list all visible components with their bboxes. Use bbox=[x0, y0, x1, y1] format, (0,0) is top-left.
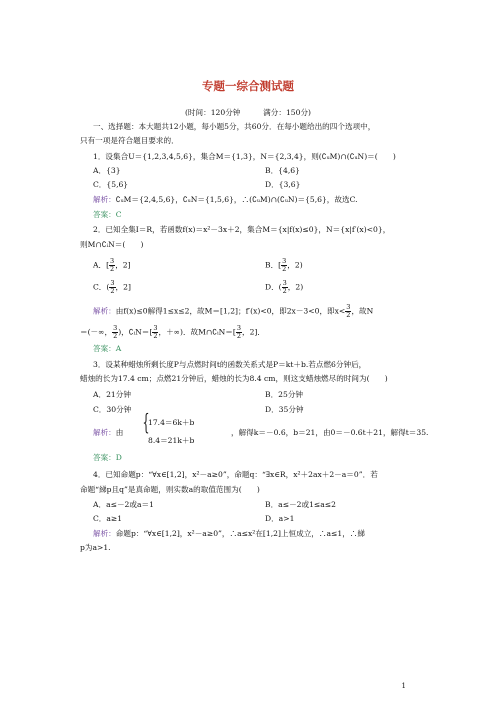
q2-explanation-text: ＝(－∞， bbox=[80, 327, 113, 337]
q1-option-c: C．{5,6} bbox=[93, 180, 129, 189]
fraction-numerator: 3 bbox=[113, 324, 118, 332]
q2-explanation-text: 由f(x)≤0解得1≤x≤2，故M＝[1,2]；f′(x)<0，即2x－3<0，即x< bbox=[115, 306, 346, 316]
q1-answer: 答案：C bbox=[93, 210, 122, 219]
fraction-denominator: 2 bbox=[282, 287, 287, 295]
q2-explanation-line1 bbox=[93, 304, 373, 319]
fraction bbox=[236, 325, 242, 340]
q2-option-c bbox=[93, 280, 131, 295]
fraction bbox=[282, 280, 288, 295]
q2-stem-line2: 则M∩∁ᵢN＝( ) bbox=[80, 240, 144, 249]
q2-explanation-label: 解析： bbox=[93, 306, 116, 316]
fraction-denominator: 2 bbox=[110, 265, 115, 273]
q4-explanation-line1 bbox=[93, 529, 365, 539]
fraction bbox=[112, 325, 118, 340]
q1-explanation-text: ∁ᵤM＝{2,4,5,6}，∁ᵤN＝{1,5,6}，∴(∁ᵤM)∩(∁ᵤN)＝{5,6}，故选C. bbox=[115, 195, 358, 204]
q3-equation-1: 17.4＝6k＋b bbox=[148, 418, 195, 427]
q2-option-b-prefix: B．[ bbox=[265, 260, 282, 270]
fraction bbox=[152, 325, 158, 340]
q2-option-c-prefix: C．( bbox=[93, 282, 110, 292]
q1-explanation-label: 解析： bbox=[93, 195, 116, 204]
q4-stem-line1: 4．已知命题p：“∀x∈[1,2]，x²－a≥0”，命题q：“∃x∈R，x²＋2ax＋2－a＝0”．若 bbox=[93, 470, 378, 479]
q3-equation-2: 8.4＝21k＋b bbox=[148, 436, 195, 445]
fraction bbox=[281, 258, 287, 273]
q2-stem-line1: 2．已知全集I＝R，若函数f(x)＝x²－3x＋2，集合M＝{x|f(x)≤0}，N＝{x|f′(x)<0}， bbox=[93, 225, 391, 234]
page-title: 专题一综合测试题 bbox=[202, 79, 294, 93]
q3-option-d: D．35分钟 bbox=[265, 405, 304, 414]
fraction bbox=[109, 280, 115, 295]
q2-option-b-suffix: ，2) bbox=[287, 260, 303, 270]
q3-stem-line1: 3．设某种蜡烛所剩长度P与点燃时间t的函数关系式是P＝kt＋b.若点燃6分钟后， bbox=[93, 360, 367, 369]
q4-option-a: A．a≤－2或a＝1 bbox=[93, 500, 154, 509]
section-intro-line1: 一、选择题：本大题共12小题，每小题5分，共60分．在每小题给出的四个选项中， bbox=[93, 122, 376, 131]
fraction-numerator: 3 bbox=[110, 279, 115, 287]
q3-answer: 答案：D bbox=[93, 453, 122, 462]
fraction-denominator: 2 bbox=[113, 332, 118, 340]
fraction-numerator: 3 bbox=[153, 324, 158, 332]
q4-explanation-label: 解析： bbox=[93, 529, 116, 538]
q2-option-a-prefix: A．[ bbox=[93, 260, 110, 270]
fraction-numerator: 3 bbox=[346, 303, 351, 311]
q3-explanation-rest: ，解得k＝－0.6，b＝21，由0＝－0.6t＋21，解得t＝35. bbox=[231, 428, 429, 437]
fraction-numerator: 3 bbox=[236, 324, 241, 332]
q3-option-c: C．30分钟 bbox=[93, 405, 132, 414]
q2-explanation-text: ，故N bbox=[351, 306, 374, 316]
exam-info: (时间：120分钟 满分：150分) bbox=[184, 108, 312, 117]
q4-option-b: B．a≤－2或1≤a≤2 bbox=[265, 500, 336, 509]
q2-explanation-text: ，2]． bbox=[242, 327, 265, 337]
q2-explanation-text: )，∁ᵢN＝[ bbox=[118, 327, 153, 337]
q1-option-a: A．{3} bbox=[93, 166, 121, 175]
q2-option-b bbox=[265, 258, 303, 273]
fraction bbox=[109, 258, 115, 273]
q4-option-c: C．a≥1 bbox=[93, 514, 123, 523]
q3-explanation-text: 由 bbox=[115, 428, 124, 437]
q2-answer: 答案：A bbox=[93, 344, 122, 353]
q2-option-a-suffix: ，2] bbox=[115, 260, 131, 270]
q3-option-a: A．21分钟 bbox=[93, 390, 131, 399]
page-number: 1 bbox=[401, 682, 406, 690]
fraction-denominator: 2 bbox=[236, 332, 241, 340]
fraction-numerator: 3 bbox=[110, 257, 115, 265]
q4-stem-line2: 命题“綈p且q”是真命题，则实数a的取值范围为( ) bbox=[80, 485, 260, 494]
q1-option-d: D．{3,6} bbox=[265, 180, 301, 189]
q2-option-d-prefix: D．( bbox=[265, 282, 282, 292]
q2-explanation-text: ，＋∞)．故M∩∁ᵢN＝[ bbox=[158, 327, 236, 337]
q2-option-a bbox=[93, 258, 131, 273]
q3-option-b: B．25分钟 bbox=[265, 390, 304, 399]
q4-option-d: D．a>1 bbox=[265, 514, 295, 523]
q4-explanation-line2: p为a>1. bbox=[80, 543, 111, 552]
q3-explanation-label: 解析： bbox=[93, 428, 116, 437]
fraction-denominator: 2 bbox=[110, 287, 115, 295]
q1-stem: 1．设集合U＝{1,2,3,4,5,6}，集合M＝{1,3}，N＝{2,3,4}，则(∁ᵤM)∩(∁ᵤN)＝( ) bbox=[93, 152, 396, 161]
q1-option-b: B．{4,6} bbox=[265, 166, 300, 175]
q3-stem-line2: 蜡烛的长为17.4 cm；点燃21分钟后，蜡烛的长为8.4 cm，则这支蜡烛燃尽的时间为( ) bbox=[80, 374, 388, 383]
q4-explanation-text: 命题p：“∀x∈[1,2]，x²－a≥0”，∴a≤x²在[1,2]上恒成立，∴a≤1，∴綈 bbox=[115, 529, 365, 538]
fraction bbox=[345, 304, 351, 319]
q3-explanation-lead bbox=[93, 428, 123, 438]
q2-option-d-suffix: ，2) bbox=[287, 282, 304, 292]
fraction-denominator: 2 bbox=[282, 265, 287, 273]
fraction-numerator: 3 bbox=[282, 257, 287, 265]
section-intro-line2: 只有一项是符合题目要求的． bbox=[80, 136, 179, 145]
q2-option-d bbox=[265, 280, 303, 295]
q1-explanation bbox=[93, 195, 358, 205]
q2-option-c-suffix: ，2] bbox=[115, 282, 131, 292]
q2-explanation-line2 bbox=[80, 325, 265, 340]
fraction-denominator: 2 bbox=[153, 332, 158, 340]
fraction-denominator: 2 bbox=[346, 311, 351, 319]
system-brace: { bbox=[142, 411, 150, 436]
fraction-numerator: 3 bbox=[282, 279, 287, 287]
